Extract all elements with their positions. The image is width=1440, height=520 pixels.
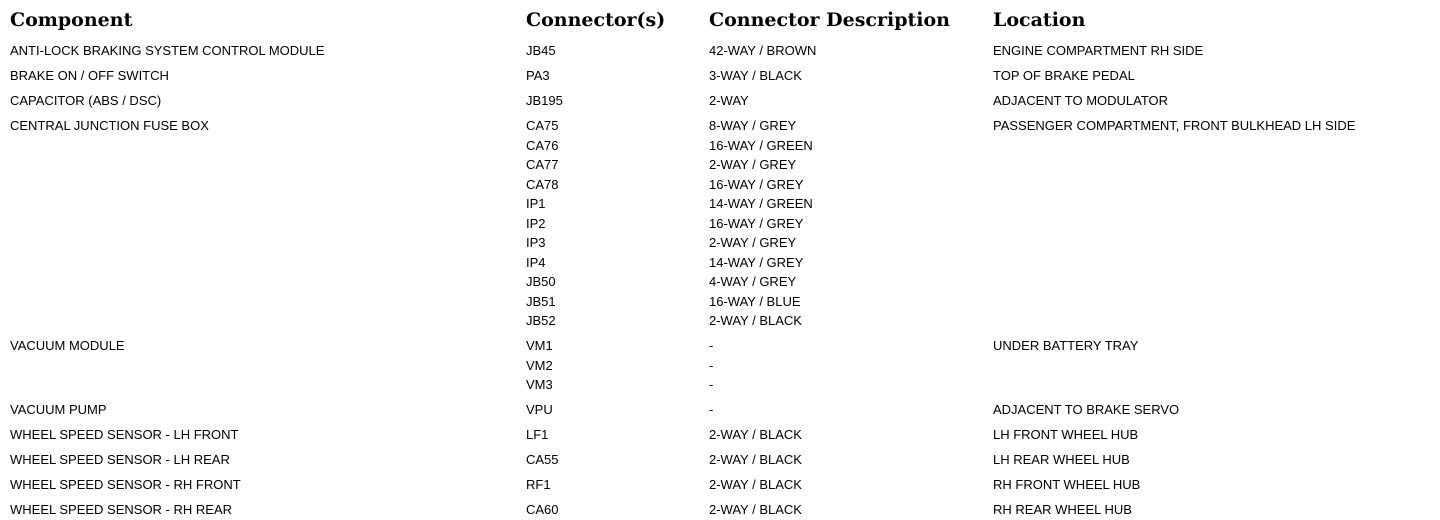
connector-id: CA75 [526,118,559,133]
component-cell: ANTI-LOCK BRAKING SYSTEM CONTROL MODULE [10,43,325,58]
location-cell: RH REAR WHEEL HUB [993,502,1132,517]
connector-description: 2-WAY / BLACK [709,313,802,328]
location-cell: RH FRONT WHEEL HUB [993,477,1141,492]
connector-description: - [709,402,714,417]
connector-id: RF1 [526,477,551,492]
connector-description-cell [709,450,802,470]
connector-id: VM1 [526,338,553,353]
connector-description: - [709,377,714,392]
connector-description-cell [709,475,802,495]
location-cell: ADJACENT TO MODULATOR [993,93,1169,108]
location-cell: PASSENGER COMPARTMENT, FRONT BULKHEAD LH SIDE [993,118,1356,133]
connector-description: 2-WAY / BLACK [709,502,802,517]
connector-id: IP4 [526,254,546,270]
connector-description: - [709,338,714,353]
connectors-cell [526,116,559,331]
location-cell: LH REAR WHEEL HUB [993,452,1130,467]
connector-id: JB52 [526,313,556,328]
connectors-cell [526,425,548,445]
location-cell: ADJACENT TO BRAKE SERVO [993,402,1180,417]
component-cell: WHEEL SPEED SENSOR - LH FRONT [10,427,239,442]
connector-description: 14-WAY / GREEN [709,196,813,211]
connector-id: IP3 [526,235,546,250]
connectors-cell [526,41,556,61]
connector-description: 16-WAY / GREY [709,215,804,231]
header-connector-description: Connector Description [709,9,950,31]
connector-id: IP2 [526,215,546,231]
connector-description: 2-WAY [709,93,749,108]
location-cell: ENGINE COMPARTMENT RH SIDE [993,43,1204,58]
connector-id: JB51 [526,293,556,309]
header-location: Location [993,9,1086,31]
connectors-cell [526,336,553,395]
component-cell: CENTRAL JUNCTION FUSE BOX [10,118,209,133]
connector-description-cell [709,425,802,445]
connector-id: JB195 [526,93,563,108]
connector-id: CA55 [526,452,559,467]
connector-id: CA60 [526,502,559,517]
connector-description-cell [709,116,813,331]
connector-id: VM3 [526,377,553,392]
connector-id: CA76 [526,137,559,153]
connector-id: IP1 [526,196,546,211]
connector-id: JB45 [526,43,556,58]
connector-description: 42-WAY / BROWN [709,43,817,58]
connector-description: 2-WAY / GREY [709,157,797,172]
header-component: Component [10,9,133,31]
connectors-cell [526,91,563,111]
connector-description-cell [709,41,816,61]
component-cell: VACUUM PUMP [10,402,107,417]
connector-description-cell [709,500,802,520]
connector-description: 2-WAY / GREY [709,235,797,250]
connector-description: - [709,357,714,373]
connectors-cell [526,66,550,86]
component-cell: VACUUM MODULE [10,338,125,353]
connector-id: JB50 [526,274,556,289]
location-cell: LH FRONT WHEEL HUB [993,427,1139,442]
component-cell: CAPACITOR (ABS / DSC) [10,93,162,108]
connector-description: 2-WAY / BLACK [709,477,802,492]
connectors-cell [526,500,559,520]
component-cell: WHEEL SPEED SENSOR - LH REAR [10,452,230,467]
connector-description-cell [709,336,713,395]
connector-description-cell [709,66,802,86]
header-connectors: Connector(s) [526,9,666,31]
connector-description: 16-WAY / GREEN [709,137,813,153]
connector-id: CA78 [526,176,559,192]
connector-id: LF1 [526,427,549,442]
connector-description-cell [709,91,749,111]
connectors-cell [526,475,551,495]
connectors-cell [526,400,553,420]
location-cell: TOP OF BRAKE PEDAL [993,68,1135,83]
component-cell: WHEEL SPEED SENSOR - RH REAR [10,502,233,517]
connector-id: VPU [526,402,553,417]
connector-description: 16-WAY / BLUE [709,293,801,309]
connector-description: 14-WAY / GREY [709,254,804,270]
connector-id: PA3 [526,68,550,83]
connector-id: CA77 [526,157,559,172]
connector-id: VM2 [526,357,553,373]
connector-description: 2-WAY / BLACK [709,452,802,467]
connector-description-cell [709,400,713,420]
connector-description: 4-WAY / GREY [709,274,797,289]
connector-description: 3-WAY / BLACK [709,68,802,83]
connector-description: 16-WAY / GREY [709,176,804,192]
connector-description: 2-WAY / BLACK [709,427,802,442]
location-cell: UNDER BATTERY TRAY [993,338,1139,353]
component-cell: WHEEL SPEED SENSOR - RH FRONT [10,477,241,492]
connectors-cell [526,450,559,470]
connector-description: 8-WAY / GREY [709,118,797,133]
component-cell: BRAKE ON / OFF SWITCH [10,68,169,83]
